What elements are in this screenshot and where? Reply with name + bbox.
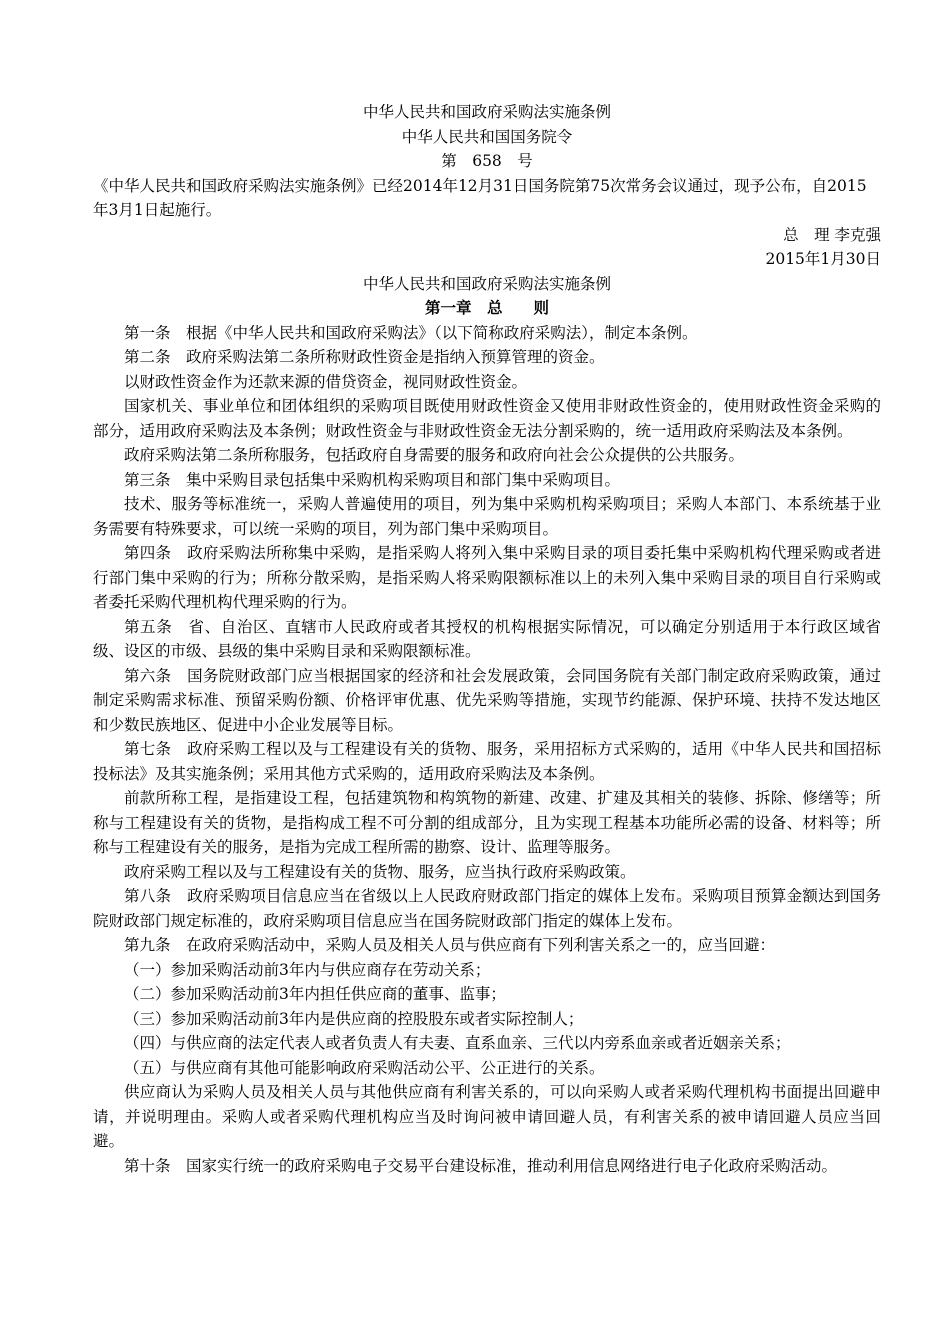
paragraph: 政府采购工程以及与工程建设有关的货物、服务，应当执行政府采购政策。	[124, 862, 636, 881]
paragraph: 技术、服务等标准统一，采购人普遍使用的项目，列为集中采购机构采购项目；采购人本部门、本系统基于业务需要有特殊要求，可以统一采购的项目，列为部门集中采购项目。	[93, 495, 881, 538]
list-item: （二）参加采购活动前3年内担任供应商的董事、监事；	[124, 985, 506, 1003]
paragraph: 供应商认为采购人员及相关人员与其他供应商有利害关系的，可以向采购人或者采购代理机构书面提出回避申请，并说明理由。采购人或者采购代理机构应当及时询问被申请回避人员，有利害关系的被申请回避人员应当回避。	[93, 1083, 881, 1150]
paragraph: 第七条 政府采购工程以及与工程建设有关的货物、服务，采用招标方式采购的，适用《中华人民共和国招标投标法》及其实施条例；采用其他方式采购的，适用政府采购法及本条例。	[93, 740, 881, 783]
paragraph: 第八条 政府采购项目信息应当在省级以上人民政府财政部门指定的媒体上发布。采购项目预算金额达到国务院财政部门规定标准的，政府采购项目信息应当在国务院财政部门指定的媒体上发布。	[93, 887, 881, 930]
decree-title: 中华人民共和国国务院令	[401, 127, 573, 146]
paragraph: 第三条 集中采购目录包括集中采购机构采购项目和部门集中采购项目。	[124, 470, 621, 489]
paragraph: 国家机关、事业单位和团体组织的采购项目既使用财政性资金又使用非财政性资金的，使用财政性资金采购的部分，适用政府采购法及本条例；财政性资金与非财政性资金无法分割采购的，统一适用政府采购法及本条例。	[93, 397, 881, 440]
paragraph: 第十条 国家实行统一的政府采购电子交易平台建设标准，推动利用信息网络进行电子化政府采购活动。	[124, 1156, 838, 1175]
document-title: 中华人民共和国政府采购法实施条例	[362, 274, 611, 293]
list-item: （五）与供应商有其他可能影响政府采购活动公平、公正进行的关系。	[124, 1058, 605, 1077]
paragraph: 第九条 在政府采购活动中，采购人员及相关人员与供应商有下列利害关系之一的，应当回避：	[124, 936, 776, 954]
signatory: 总 理 李克强	[783, 225, 881, 244]
paragraph: 以财政性资金作为还款来源的借贷资金，视同财政性资金。	[124, 372, 528, 391]
paragraph: 前款所称工程，是指建设工程，包括建筑物和构筑物的新建、改建、扩建及其相关的装修、拆除、修缮等；所称与工程建设有关的货物，是指构成工程不可分割的组成部分，且为实现工程基本功能所必需的设备、材料等；所称与工程建设有关的服务，是指为完成工程所需的勘察、设计、监理等服务。	[93, 789, 881, 856]
signing-date: 2015年1月30日	[765, 250, 881, 268]
promulgation-text: 《中华人民共和国政府采购法实施条例》已经2014年12月31日国务院第75次常务会议通过，现予公布，自2015年3月1日起施行。	[93, 176, 867, 219]
regulation-title: 中华人民共和国政府采购法实施条例	[362, 103, 611, 121]
order-number: 第 658 号	[441, 152, 533, 170]
paragraph: 第四条 政府采购法所称集中采购，是指采购人将列入集中采购目录的项目委托集中采购机构代理采购或者进行部门集中采购的行为；所称分散采购，是指采购人将采购限额标准以上的未列入集中采购目录的项目自行采购或者委托采购代理机构代理采购的行为。	[93, 544, 881, 611]
list-item: （三）参加采购活动前3年内是供应商的控股股东或者实际控制人；	[124, 1009, 584, 1028]
paragraph: 第一条 根据《中华人民共和国政府采购法》（以下简称政府采购法），制定本条例。	[124, 323, 698, 342]
paragraph: 第六条 国务院财政部门应当根据国家的经济和社会发展政策，会同国务院有关部门制定政府采购政策，通过制定采购需求标准、预留采购份额、价格评审优惠、优先采购等措施，实现节约能源、保护环境、扶持不发达地区和少数民族地区、促进中小企业发展等目标。	[93, 666, 881, 734]
paragraph: 第二条 政府采购法第二条所称财政性资金是指纳入预算管理的资金。	[124, 348, 605, 366]
paragraph: 第五条 省、自治区、直辖市人民政府或者其授权的机构根据实际情况，可以确定分别适用于本行政区域省级、设区的市级、县级的集中采购目录和采购限额标准。	[93, 617, 881, 660]
paragraph: 政府采购法第二条所称服务，包括政府自身需要的服务和政府向社会公众提供的公共服务。	[124, 446, 745, 464]
list-item: （一）参加采购活动前3年内与供应商存在劳动关系；	[124, 960, 491, 979]
document-content	[93, 100, 881, 1178]
chapter-heading: 第一章 总 则	[424, 298, 549, 317]
list-item: （四）与供应商的法定代表人或者负责人有夫妻、直系血亲、三代以内旁系血亲或者近姻亲关系；	[124, 1034, 791, 1052]
